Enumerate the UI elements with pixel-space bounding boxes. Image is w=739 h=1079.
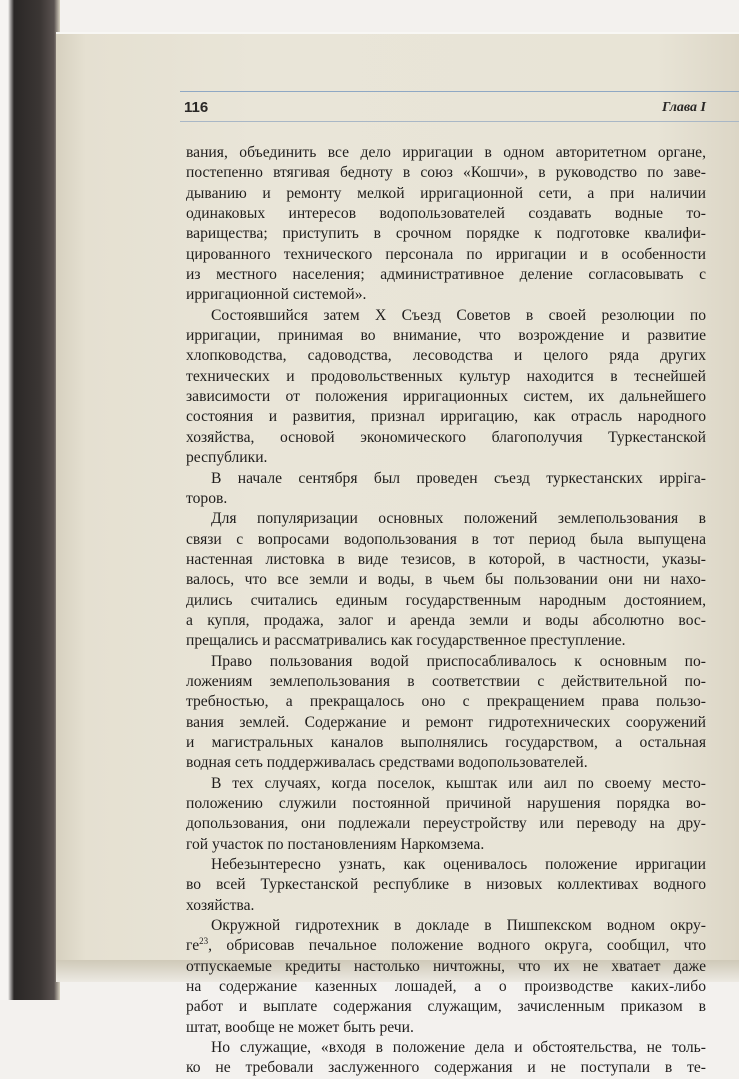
text-line: хозяйства, основой экономического благополучия Туркестанской bbox=[186, 428, 706, 446]
text-line: ко не требовали заслуженного содержания и не поступали в те- bbox=[186, 1059, 706, 1077]
text-line: зависимости от положения ирригационных систем, их дальнейшего bbox=[186, 388, 706, 406]
text-line: ложениям землепользования в соответствии с действительной по- bbox=[186, 672, 706, 690]
text-line: Право пользования водой приспосабливалось к основным по- bbox=[211, 652, 706, 670]
text-line: Но служащие, «входя в положение дела и обстоятельства, не толь- bbox=[211, 1039, 706, 1057]
text-line: а купля, продажа, залог и аренда земли и воды абсолютно вос- bbox=[186, 611, 706, 629]
text-line: торов. bbox=[186, 489, 228, 507]
text-line: из местного населения; административное деление согласовывать с bbox=[186, 266, 706, 284]
text-line: варищества; приступить в срочном порядке к подготовке квалифи- bbox=[186, 225, 706, 243]
text-line: во всей Туркестанской республике в низовых коллективах водного bbox=[186, 876, 706, 894]
text-line: дились считались единым государственным народным достоянием, bbox=[186, 591, 706, 609]
text-line: хозяйства. bbox=[186, 896, 255, 914]
text-line: отпускаемые кредиты настолько ничтожны, что их не хватает даже bbox=[186, 957, 706, 975]
text-line: В начале сентября был проведен съезд туркестанских ирріга- bbox=[211, 469, 706, 487]
text-line: штат, вообще не может быть речи. bbox=[186, 1018, 414, 1036]
text-line: состояния и развития, признал ирригацию, как отрасль народного bbox=[186, 408, 706, 426]
text-line: вания землей. Содержание и ремонт гидротехнических сооружений bbox=[186, 713, 706, 731]
text-line: дыванию и ремонту мелкой ирригационной сети, а при наличии bbox=[186, 184, 706, 202]
running-head: Глава I bbox=[662, 100, 707, 115]
page-number: 116 bbox=[184, 99, 209, 116]
text-line: гой участок по постановлениям Наркомзема. bbox=[186, 835, 485, 853]
text-line: Окружной гидротехник в докладе в Пишпекском водном окру- bbox=[211, 917, 706, 935]
text-line: настенная листовка в виде тезисов, в которой, в частности, указы- bbox=[186, 550, 706, 568]
text-line: допользования, они подлежали переустройству или переводу на дру- bbox=[186, 815, 706, 833]
text-line: ирригационной системой». bbox=[186, 286, 367, 304]
text-line: Небезынтересно узнать, как оценивалось положение ирригации bbox=[211, 856, 706, 874]
text-line: Состоявшийся затем X Съезд Советов в своей резолюции по bbox=[211, 306, 706, 324]
footnote-ref: 23 bbox=[199, 936, 209, 947]
text-line: вания, объединить все дело ирригации в одном авторитетном органе, bbox=[186, 144, 706, 161]
header-rule-top bbox=[180, 91, 739, 92]
text-line: прещались и рассматривались как государственное преступление. bbox=[186, 632, 626, 650]
text-line: одинаковых интересов водопользователей создавать водные то- bbox=[186, 205, 706, 223]
text-line: республики. bbox=[186, 449, 268, 467]
text-line: требностью, а прекращалось оно с прекращением права пользо- bbox=[186, 693, 706, 711]
body-text bbox=[186, 143, 706, 1079]
text-line: хлопководства, садоводства, лесоводства и целого ряда других bbox=[186, 347, 706, 365]
text-line: цированного технического персонала по ирригации и в особенности bbox=[186, 245, 706, 263]
book-spine-shadow bbox=[0, 0, 60, 1000]
text-line: связи с вопросами водопользования в тот период была выпущена bbox=[186, 530, 706, 548]
text-line: положению служили постоянной причиной нарушения порядка во- bbox=[186, 795, 706, 812]
text-line: работ и выплате содержания служащим, зачисленным приказом в bbox=[186, 998, 706, 1016]
text-line: водная сеть поддерживалась средствами водопользователей. bbox=[186, 754, 588, 772]
header-rule-bottom bbox=[180, 121, 739, 122]
text-line: и магистральных каналов выполнялись государством, а остальная bbox=[186, 733, 706, 751]
text-line: $ге^{23}$, обрисовав печальное положение водного округа, сообщил, что bbox=[186, 936, 706, 955]
text-line: Для популяризации основных положений землепользования в bbox=[211, 510, 706, 528]
text-line: технических и продовольственных культур находится в теснейшей bbox=[186, 367, 706, 385]
text-line: на содержание казенных лошадей, а о производстве каких-либо bbox=[186, 978, 706, 996]
text-line: валось, что все земли и воды, в чьем бы пользовании они ни нахо- bbox=[186, 571, 706, 589]
text-line: В тех случаях, когда поселок, кыштак или аил по своему место- bbox=[211, 774, 706, 792]
text-line: постепенно втягивая бедноту в союз «Кошчи», в руководство по заве- bbox=[186, 164, 706, 182]
text-line: ирригации, принимая во внимание, что возрождение и развитие bbox=[186, 327, 706, 345]
